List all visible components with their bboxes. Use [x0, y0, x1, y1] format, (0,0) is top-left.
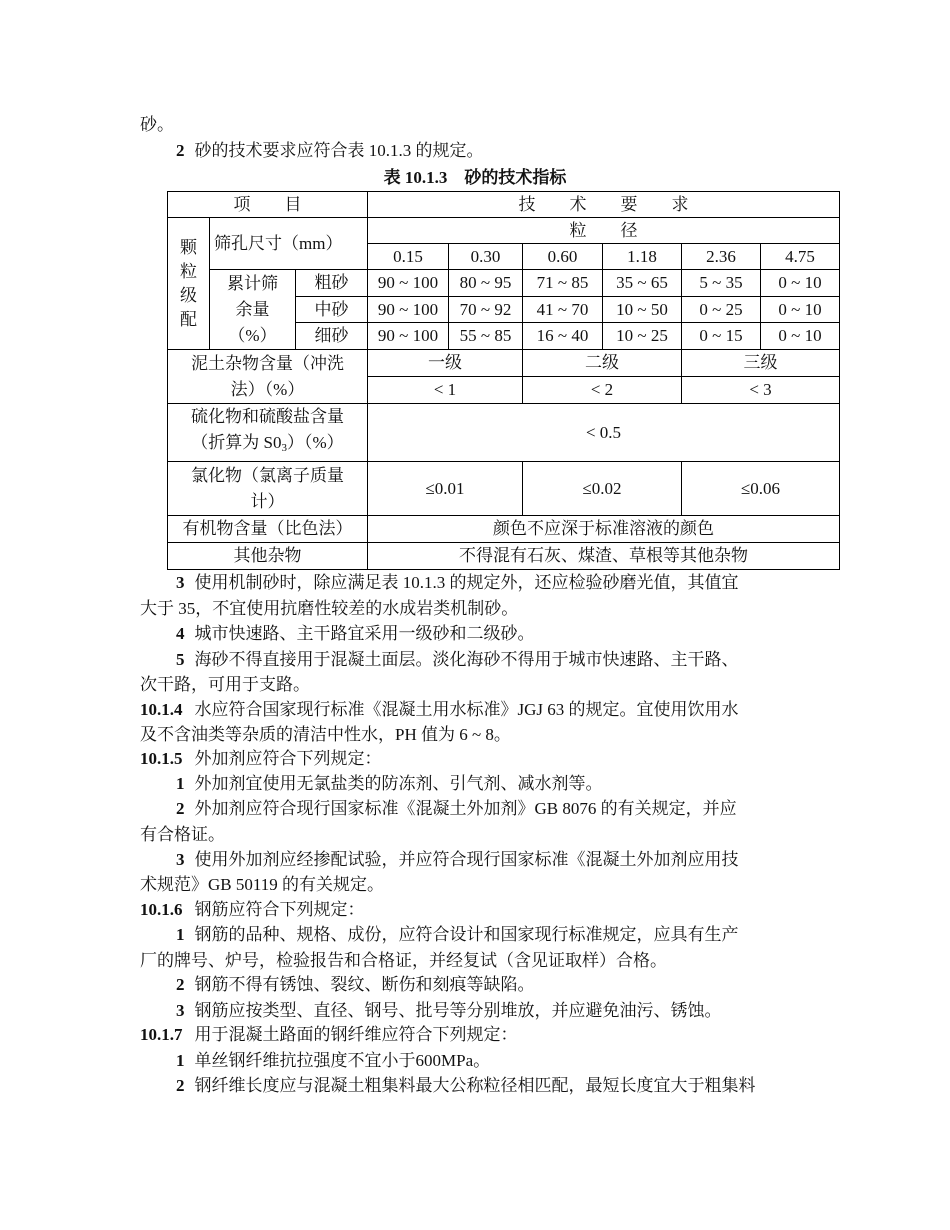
table-cell: 71 ~ 85 [523, 270, 603, 297]
item-number: 3 [176, 850, 185, 869]
line-text: 砂的技术要求应符合表 10.1.3 的规定。 [194, 141, 484, 160]
residue-label-line: 余量 [235, 299, 270, 319]
line-text: 钢纤维长度应与混凝土粗集料最大公称粒径相匹配，最短长度宜大于粗集料 [194, 1076, 756, 1095]
cumulative-residue-label [210, 270, 296, 350]
mud-content-label [168, 350, 368, 404]
section-number: 10.1.6 [140, 900, 183, 919]
line-text: 砂。 [140, 115, 174, 134]
text-line [176, 138, 856, 164]
table-cell: 10 ~ 50 [603, 297, 682, 323]
line-text: 外加剂应符合现行国家标准《混凝土外加剂》GB 8076 的有关规定，并应 [194, 799, 737, 818]
chloride-value: ≤0.02 [523, 462, 682, 516]
line-text: 使用机制砂时，除应满足表 10.1.3 的规定外，还应检验砂磨光值，其值宜 [194, 573, 739, 592]
table-cell: 0 ~ 10 [761, 270, 840, 297]
chloride-label-line: 氯化物（氯离子质量 [191, 465, 344, 485]
line-text: 厂的牌号、炉号，检验报告和合格证，并经复试（含见证取样）合格。 [140, 951, 667, 970]
table-cell: 0 ~ 25 [682, 297, 761, 323]
mud-value: < 3 [682, 377, 840, 404]
table-cell: 80 ~ 95 [449, 270, 523, 297]
grade-cell: 二级 [523, 350, 682, 377]
sand-spec-table [167, 191, 840, 570]
table-cell: 16 ~ 40 [523, 323, 603, 350]
section-number: 10.1.7 [140, 1025, 183, 1044]
table-cell: 10 ~ 25 [603, 323, 682, 350]
text-line [176, 796, 856, 822]
line-text: 外加剂宜使用无氯盐类的防冻剂、引气剂、减水剂等。 [194, 774, 603, 793]
grade-cell: 三级 [682, 350, 840, 377]
text-line [176, 998, 856, 1024]
line-text: 单丝钢纤维抗拉强度不宜小于600MPa。 [194, 1051, 491, 1070]
table-cell: 0 ~ 10 [761, 297, 840, 323]
mud-label-line: 法）（%） [230, 379, 305, 399]
table-cell: 70 ~ 92 [449, 297, 523, 323]
text-line [176, 771, 856, 797]
organic-label: 有机物含量（比色法） [168, 516, 368, 543]
particle-size-label: 粒 径 [368, 218, 840, 244]
sieve-size-label: 筛孔尺寸（mm） [210, 218, 368, 270]
section-number: 10.1.5 [140, 749, 183, 768]
line-text: 水应符合国家现行标准《混凝土用水标准》JGJ 63 的规定。宜使用饮用水 [194, 700, 739, 719]
size-cell: 0.15 [368, 244, 449, 270]
line-text: 次干路，可用于支路。 [140, 675, 310, 694]
table-cell: 90 ~ 100 [368, 323, 449, 350]
sand-type: 细砂 [296, 323, 368, 350]
grade-cell: 一级 [368, 350, 523, 377]
item-number: 3 [176, 1001, 185, 1020]
line-text: 用于混凝土路面的钢纤维应符合下列规定： [194, 1025, 518, 1044]
grading-label: 颗粒级配 [168, 218, 210, 350]
chloride-value: ≤0.01 [368, 462, 523, 516]
size-cell: 2.36 [682, 244, 761, 270]
mud-value: < 2 [523, 377, 682, 404]
sulfide-value: < 0.5 [368, 404, 840, 462]
size-cell: 1.18 [603, 244, 682, 270]
line-text: 海砂不得直接用于混凝土面层。淡化海砂不得用于城市快速路、主干路、 [194, 650, 739, 669]
item-number: 4 [176, 624, 185, 643]
text-line [140, 746, 820, 772]
line-text: 城市快速路、主干路宜采用一级砂和二级砂。 [194, 624, 535, 643]
text-line [140, 697, 820, 723]
text-line [176, 1048, 856, 1074]
size-cell: 4.75 [761, 244, 840, 270]
table-caption: 表 10.1.3 砂的技术指标 [383, 168, 567, 187]
text-line [176, 847, 856, 873]
table-cell: 41 ~ 70 [523, 297, 603, 323]
item-number: 1 [176, 925, 185, 944]
section-number: 10.1.4 [140, 700, 183, 719]
item-number: 2 [176, 141, 185, 160]
header-requirement: 技 术 要 求 [368, 192, 840, 218]
text-line [140, 897, 820, 923]
size-cell: 0.30 [449, 244, 523, 270]
sulfide-label [168, 404, 368, 462]
header-item: 项 目 [168, 192, 368, 218]
size-cell: 0.60 [523, 244, 603, 270]
other-impurity-value: 不得混有石灰、煤渣、草根等其他杂物 [368, 543, 840, 570]
line-text: 及不含油类等杂质的清洁中性水，PH 值为 6 ~ 8。 [140, 725, 511, 744]
table-cell: 55 ~ 85 [449, 323, 523, 350]
chloride-value: ≤0.06 [682, 462, 840, 516]
sand-type: 中砂 [296, 297, 368, 323]
text-line [140, 672, 820, 698]
line-text: 大于 35，不宜使用抗磨性较差的水成岩类机制砂。 [140, 599, 519, 618]
organic-value: 颜色不应深于标准溶液的颜色 [368, 516, 840, 543]
sand-type: 粗砂 [296, 270, 368, 297]
line-text: 术规范》GB 50119 的有关规定。 [140, 875, 384, 894]
line-text: 钢筋应按类型、直径、钢号、批号等分别堆放，并应避免油污、锈蚀。 [194, 1001, 722, 1020]
line-text: 钢筋应符合下列规定： [194, 900, 365, 919]
chloride-label [168, 462, 368, 516]
text-line [176, 922, 856, 948]
text-line [176, 621, 856, 647]
sulfide-label-line: （折算为 $S0_3)(\%)$ [191, 433, 344, 454]
text-line [140, 872, 820, 898]
mud-value: < 1 [368, 377, 523, 404]
line-text: 钢筋的品种、规格、成份，应符合设计和国家现行标准规定，应具有生产 [194, 925, 739, 944]
item-number: 2 [176, 975, 185, 994]
table-cell: 0 ~ 10 [761, 323, 840, 350]
table-cell: 0 ~ 15 [682, 323, 761, 350]
residue-label-line: （%） [228, 325, 277, 345]
text-line [176, 972, 856, 998]
line-text: 外加剂应符合下列规定： [194, 749, 382, 768]
table-cell: 35 ~ 65 [603, 270, 682, 297]
table-cell: 90 ~ 100 [368, 297, 449, 323]
item-number: 3 [176, 573, 185, 592]
sulfide-label-line: 硫化物和硫酸盐含量 [191, 407, 344, 426]
mud-label-line: 泥土杂物含量（冲洗 [191, 353, 344, 373]
item-number: 1 [176, 1051, 185, 1070]
item-number: 5 [176, 650, 185, 669]
line-text: 钢筋不得有锈蚀、裂纹、断伤和刻痕等缺陷。 [194, 975, 535, 994]
text-line [140, 596, 820, 622]
text-line [176, 570, 856, 596]
line-text: 使用外加剂应经掺配试验，并应符合现行国家标准《混凝土外加剂应用技 [194, 850, 739, 869]
text-line [140, 1022, 820, 1048]
item-number: 2 [176, 1076, 185, 1095]
text-line [140, 112, 820, 138]
chloride-label-line: 计） [250, 491, 285, 511]
item-number: 2 [176, 799, 185, 818]
text-line [176, 647, 856, 673]
table-cell: 5 ~ 35 [682, 270, 761, 297]
text-line [140, 822, 820, 848]
residue-label-line: 累计筛 [227, 273, 278, 293]
text-line [140, 948, 820, 974]
text-line [140, 722, 820, 748]
item-number: 1 [176, 774, 185, 793]
table-cell: 90 ~ 100 [368, 270, 449, 297]
line-text: 有合格证。 [140, 825, 225, 844]
text-line [176, 1073, 856, 1099]
other-impurity-label: 其他杂物 [168, 543, 368, 570]
